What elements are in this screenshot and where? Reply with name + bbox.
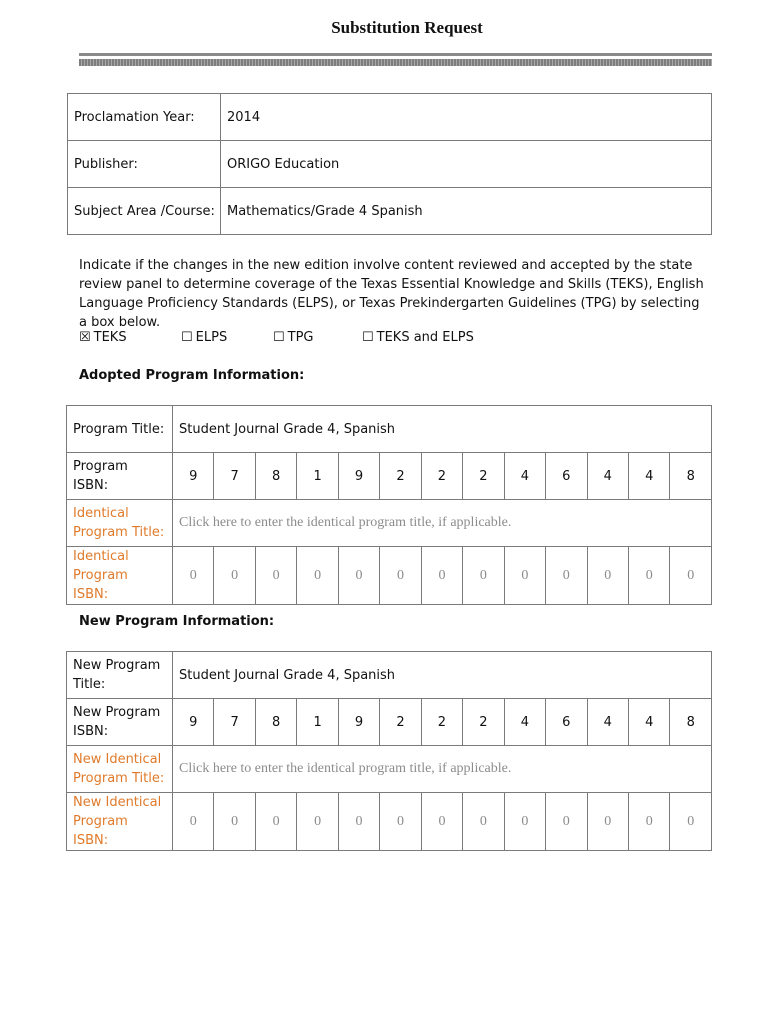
teks-checkbox-label: TEKS xyxy=(93,330,127,345)
new-isbn-digit[interactable]: 8 xyxy=(670,699,712,746)
identical-title-label: Identical Program Title: xyxy=(67,500,173,547)
coverage-checkbox-group xyxy=(79,330,709,348)
isbn-digit[interactable]: 4 xyxy=(504,453,545,500)
isbn-digit[interactable]: 8 xyxy=(255,453,296,500)
publisher-field[interactable]: ORIGO Education xyxy=(221,141,712,188)
new-isbn-digit[interactable]: 2 xyxy=(421,699,462,746)
teks-elps-checkbox-label: TEKS and ELPS xyxy=(376,330,474,345)
isbn-digit[interactable]: 2 xyxy=(421,453,462,500)
identical-isbn-digit[interactable]: 0 xyxy=(504,547,545,605)
new-isbn-digit[interactable]: 9 xyxy=(173,699,214,746)
tpg-checkbox[interactable] xyxy=(273,330,314,345)
isbn-digit[interactable]: 2 xyxy=(463,453,504,500)
title-rule-pattern xyxy=(79,59,712,66)
teks-checkbox-box[interactable]: ☒ xyxy=(79,330,91,345)
isbn-digit[interactable]: 9 xyxy=(173,453,214,500)
isbn-digit[interactable]: 9 xyxy=(338,453,379,500)
new-isbn-digit[interactable]: 4 xyxy=(628,699,669,746)
program-isbn-label: Program ISBN: xyxy=(67,453,173,500)
new-identical-isbn-digit[interactable]: 0 xyxy=(463,793,504,851)
new-isbn-digit[interactable]: 4 xyxy=(587,699,628,746)
identical-isbn-digit[interactable]: 0 xyxy=(173,547,214,605)
subject-area-label: Subject Area /Course: xyxy=(68,188,221,235)
new-isbn-digit[interactable]: 6 xyxy=(546,699,587,746)
instructions-text: Indicate if the changes in the new edition involve content reviewed and accepted by the state review panel to determine coverage of the Texas Essential Knowledge and Skills (TEKS), English Language Proficiency Standards (ELPS), or Texas Prekindergarten Guidelines (TPG) by selecting a box below. xyxy=(79,258,704,330)
isbn-digit[interactable]: 6 xyxy=(546,453,587,500)
new-isbn-digit[interactable]: 9 xyxy=(338,699,379,746)
isbn-digit[interactable]: 4 xyxy=(628,453,669,500)
new-program-heading: New Program Information: xyxy=(79,614,275,629)
new-identical-title-field[interactable]: Click here to enter the identical program title, if applicable. xyxy=(173,746,712,793)
identical-isbn-digit[interactable]: 0 xyxy=(338,547,379,605)
publisher-label: Publisher: xyxy=(68,141,221,188)
new-identical-isbn-digit[interactable]: 0 xyxy=(297,793,338,851)
new-isbn-digit[interactable]: 4 xyxy=(504,699,545,746)
page-title: Substitution Request xyxy=(331,18,483,37)
subject-area-field[interactable]: Mathematics/Grade 4 Spanish xyxy=(221,188,712,235)
isbn-digit[interactable]: 8 xyxy=(670,453,712,500)
proclamation-row xyxy=(68,94,712,141)
elps-checkbox[interactable] xyxy=(181,330,227,345)
isbn-digit[interactable]: 7 xyxy=(214,453,255,500)
identical-isbn-digit[interactable]: 0 xyxy=(214,547,255,605)
new-isbn-digit[interactable]: 8 xyxy=(255,699,296,746)
identical-title-field[interactable]: Click here to enter the identical program title, if applicable. xyxy=(173,500,712,547)
new-program-isbn-row xyxy=(67,699,712,746)
adopted-program-heading: Adopted Program Information: xyxy=(79,368,305,383)
identical-isbn-digit[interactable]: 0 xyxy=(546,547,587,605)
elps-checkbox-label: ELPS xyxy=(195,330,228,345)
new-isbn-digit[interactable]: 7 xyxy=(214,699,255,746)
new-identical-isbn-digit[interactable]: 0 xyxy=(504,793,545,851)
new-program-title-row xyxy=(67,652,712,699)
new-identical-isbn-digit[interactable]: 0 xyxy=(380,793,421,851)
identical-isbn-digit[interactable]: 0 xyxy=(587,547,628,605)
program-isbn-row xyxy=(67,453,712,500)
elps-checkbox-box[interactable]: ☐ xyxy=(181,330,193,345)
adopted-program-table xyxy=(66,405,712,605)
identical-isbn-label: Identical Program ISBN: xyxy=(67,547,173,605)
new-identical-title-label: New Identical Program Title: xyxy=(67,746,173,793)
proclamation-year-label: Proclamation Year: xyxy=(68,94,221,141)
isbn-digit[interactable]: 2 xyxy=(380,453,421,500)
identical-isbn-digit[interactable]: 0 xyxy=(463,547,504,605)
teks-elps-checkbox-box[interactable]: ☐ xyxy=(362,330,374,345)
new-identical-isbn-digit[interactable]: 0 xyxy=(670,793,712,851)
identical-isbn-digit[interactable]: 0 xyxy=(670,547,712,605)
new-isbn-digit[interactable]: 2 xyxy=(463,699,504,746)
new-identical-isbn-digit[interactable]: 0 xyxy=(628,793,669,851)
isbn-digit[interactable]: 4 xyxy=(587,453,628,500)
program-title-field[interactable]: Student Journal Grade 4, Spanish xyxy=(173,406,712,453)
new-identical-isbn-digit[interactable]: 0 xyxy=(421,793,462,851)
program-title-label: Program Title: xyxy=(67,406,173,453)
new-identical-title-row xyxy=(67,746,712,793)
new-program-title-label: New Program Title: xyxy=(67,652,173,699)
identical-isbn-digit[interactable]: 0 xyxy=(628,547,669,605)
new-identical-isbn-row xyxy=(67,793,712,851)
identical-isbn-digit[interactable]: 0 xyxy=(421,547,462,605)
title-rule xyxy=(79,53,712,56)
publisher-row xyxy=(68,141,712,188)
proclamation-year-field[interactable]: 2014 xyxy=(221,94,712,141)
identical-isbn-row xyxy=(67,547,712,605)
new-identical-isbn-digit[interactable]: 0 xyxy=(546,793,587,851)
identical-isbn-digit[interactable]: 0 xyxy=(255,547,296,605)
new-identical-isbn-digit[interactable]: 0 xyxy=(587,793,628,851)
new-identical-isbn-digit[interactable]: 0 xyxy=(338,793,379,851)
new-identical-isbn-digit[interactable]: 0 xyxy=(255,793,296,851)
identical-isbn-digit[interactable]: 0 xyxy=(297,547,338,605)
isbn-digit[interactable]: 1 xyxy=(297,453,338,500)
new-program-table xyxy=(66,651,712,851)
identical-title-row xyxy=(67,500,712,547)
new-isbn-digit[interactable]: 2 xyxy=(380,699,421,746)
new-identical-isbn-label: New Identical Program ISBN: xyxy=(67,793,173,851)
new-program-title-field[interactable]: Student Journal Grade 4, Spanish xyxy=(173,652,712,699)
new-identical-isbn-digit[interactable]: 0 xyxy=(214,793,255,851)
subject-row xyxy=(68,188,712,235)
new-isbn-digit[interactable]: 1 xyxy=(297,699,338,746)
program-title-row xyxy=(67,406,712,453)
new-program-isbn-label: New Program ISBN: xyxy=(67,699,173,746)
tpg-checkbox-label: TPG xyxy=(287,330,314,345)
request-info-table xyxy=(67,93,712,235)
new-identical-isbn-digit[interactable]: 0 xyxy=(173,793,214,851)
teks-elps-checkbox[interactable] xyxy=(362,330,474,345)
tpg-checkbox-box[interactable]: ☐ xyxy=(273,330,285,345)
teks-checkbox[interactable] xyxy=(79,330,127,345)
identical-isbn-digit[interactable]: 0 xyxy=(380,547,421,605)
